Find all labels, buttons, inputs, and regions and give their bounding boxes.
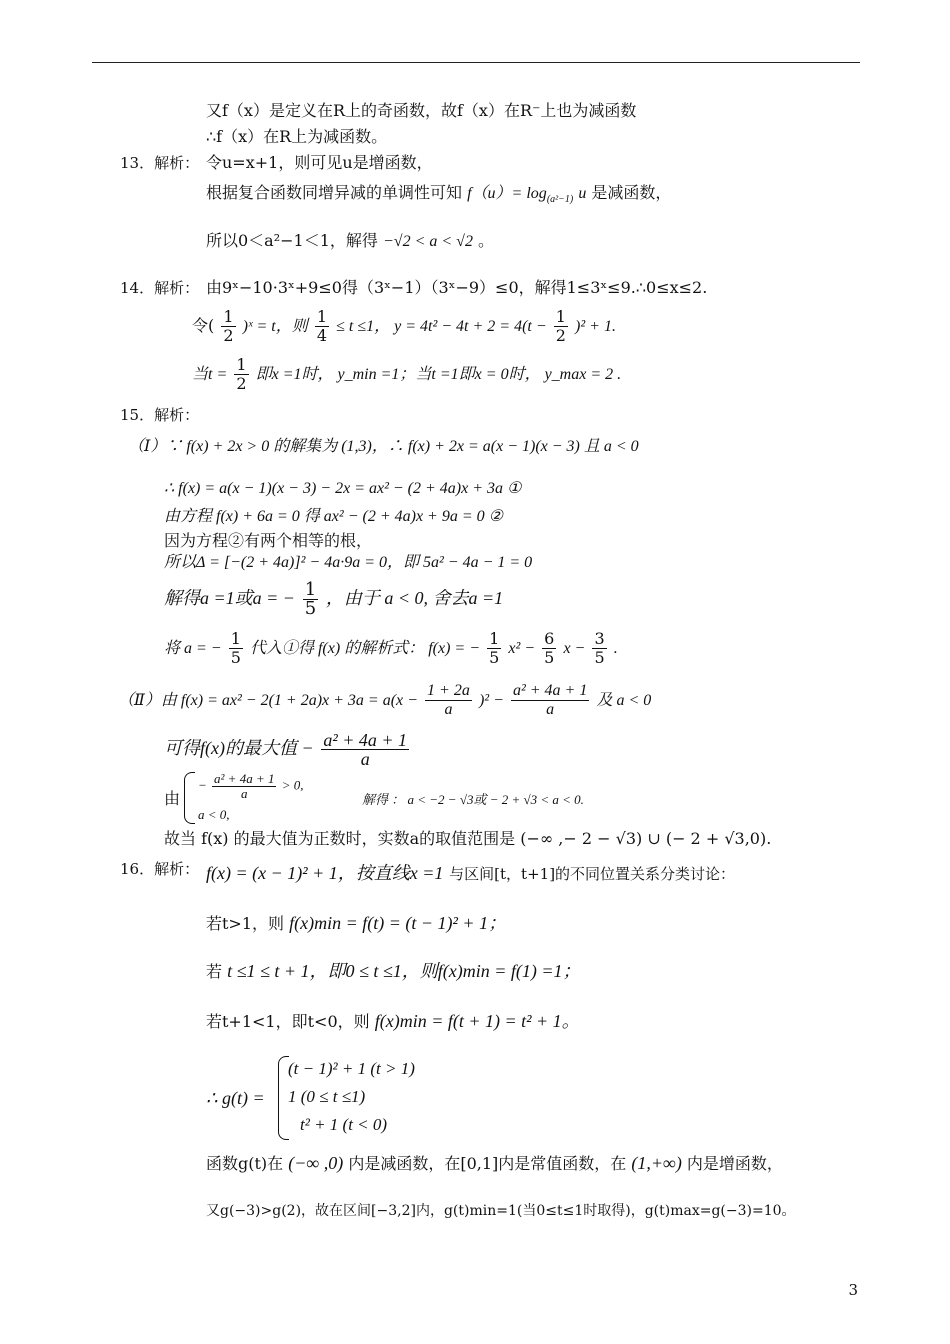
case-row: 1 (0 ≤ t ≤1) bbox=[288, 1087, 366, 1106]
math-expr: 可得f(x)的最大值 − bbox=[164, 738, 314, 758]
math-expr: 及 a < 0 bbox=[596, 692, 652, 709]
text-line: 由 bbox=[164, 789, 181, 808]
fraction bbox=[221, 308, 235, 345]
question-number: 15．解析： bbox=[120, 406, 200, 424]
math-expr: −√2 < a < √2 bbox=[383, 233, 473, 250]
text-line: ∴f（x）在R上为减函数。 bbox=[206, 127, 388, 146]
fraction bbox=[212, 772, 276, 801]
numerator: 1 bbox=[223, 307, 234, 326]
text-line bbox=[206, 182, 671, 211]
denominator: 2 bbox=[223, 326, 234, 345]
denominator: 2 bbox=[555, 326, 566, 345]
fraction bbox=[487, 630, 501, 667]
numerator: 1 + 2a bbox=[427, 682, 470, 699]
math-expr: 将 a = − bbox=[164, 640, 222, 657]
math-expr: 即x =1时， y_min =1；当t =1即x = 0时， y_max = 2 . bbox=[255, 366, 622, 383]
text-span: 若t>1，则 bbox=[206, 914, 285, 933]
text-line: 故当 f(x) 的最大值为正数时，实数a的取值范围是 (−∞ ,− 2 − √3) ∪ (− 2 + √3,0). bbox=[164, 829, 772, 848]
text-line bbox=[206, 960, 581, 983]
denominator: 5 bbox=[304, 597, 317, 619]
math-expr: )² + 1. bbox=[575, 318, 616, 335]
text-line bbox=[206, 862, 735, 885]
math-expr: t ≤1 ≤ t + 1，即0 ≤ t ≤1，则f(x)min = f(1) =1； bbox=[227, 961, 581, 981]
text-span: 是减函数， bbox=[591, 183, 672, 202]
case-system bbox=[278, 1056, 478, 1140]
numerator: 1 bbox=[489, 629, 500, 648]
numerator: 1 bbox=[316, 307, 327, 326]
text-line: 解得 ： a < −2 − √3或 − 2 + √3 < a < 0. bbox=[362, 792, 584, 807]
math-expr: 解得a =1或a = − bbox=[164, 588, 295, 608]
denominator: a bbox=[546, 701, 555, 718]
text-line: 令u=x+1，则可见u是增函数， bbox=[206, 153, 433, 172]
math-subscript: (a²−1) bbox=[546, 194, 574, 206]
fraction bbox=[554, 308, 568, 345]
text-span: 根据复合函数同增异减的单调性可知 bbox=[206, 183, 463, 202]
denominator: 5 bbox=[230, 648, 241, 667]
text-line: 因为方程②有两个相等的根， bbox=[164, 531, 373, 550]
text-line bbox=[118, 676, 651, 725]
text-span: 若 bbox=[206, 962, 223, 981]
header-rule bbox=[92, 62, 860, 63]
text-line bbox=[164, 724, 411, 773]
text-line bbox=[206, 912, 506, 935]
question-number: 14．解析： bbox=[120, 279, 200, 297]
text-span: 若t+1<1，即t<0，则 bbox=[206, 1012, 370, 1031]
fraction bbox=[592, 630, 606, 667]
math-expr: (−∞ ,0) bbox=[288, 1153, 344, 1173]
math-expr: . bbox=[613, 640, 618, 657]
text-line: 所以Δ = [−(2 + 4a)]² − 4a·9a = 0，即 5a² − 4a − 1 = 0 bbox=[164, 554, 533, 571]
numerator: 1 bbox=[230, 629, 241, 648]
denominator: 5 bbox=[594, 648, 605, 667]
case-row: a < 0, bbox=[198, 807, 230, 822]
denominator: 5 bbox=[544, 648, 555, 667]
text-span: 函数g(t)在 bbox=[206, 1154, 284, 1173]
math-expr: (1,+∞) bbox=[631, 1153, 682, 1173]
fraction bbox=[511, 682, 589, 719]
fraction bbox=[542, 630, 556, 667]
page-number: 3 bbox=[848, 1281, 858, 1299]
denominator: 2 bbox=[236, 374, 247, 393]
case-row: t² + 1 (t < 0) bbox=[300, 1115, 388, 1134]
fraction bbox=[234, 356, 248, 393]
fraction bbox=[303, 578, 318, 619]
text-line bbox=[206, 230, 494, 253]
text-span: 。 bbox=[478, 231, 495, 250]
math-expr: f(x)min = f(t + 1) = t² + 1。 bbox=[374, 1011, 580, 1031]
text-line: ∴ f(x) = a(x − 1)(x − 3) − 2x = ax² − (2 + 4a)x + 3a ① bbox=[164, 480, 522, 497]
math-expr: 当t = bbox=[192, 366, 228, 383]
denominator: 5 bbox=[489, 648, 500, 667]
denominator: a bbox=[444, 701, 453, 718]
math-expr: x² − bbox=[508, 640, 536, 657]
denominator: a bbox=[360, 748, 370, 769]
text-line bbox=[164, 624, 618, 673]
math-var: u bbox=[578, 185, 587, 202]
text-line bbox=[164, 574, 503, 623]
case-row bbox=[198, 772, 304, 801]
text-span: 令( bbox=[192, 316, 215, 335]
numerator: 1 bbox=[236, 355, 247, 374]
text-line bbox=[206, 1152, 783, 1175]
text-line: 由方程 f(x) + 6a = 0 得 ax² − (2 + 4a)x + 9a = 0 ② bbox=[164, 508, 503, 525]
math-expr: f（u）= log bbox=[467, 185, 547, 202]
text-line bbox=[192, 302, 616, 351]
text-line: （Ⅰ）∵ f(x) + 2x > 0 的解集为 (1,3)，∴ f(x) + 2x = a(x − 1)(x − 3) 且 a < 0 bbox=[128, 438, 639, 455]
math-expr: f(x) = (x − 1)² + 1，按直线x =1 bbox=[206, 863, 444, 883]
math-expr: ，由于 a < 0, 舍去a =1 bbox=[325, 588, 504, 608]
text-line: 由9ˣ−10·3ˣ+9≤0得（3ˣ−1）（3ˣ−9）≤0，解得1≤3ˣ≤9.∴0≤x≤2. bbox=[206, 278, 708, 297]
text-span: 内是减函数，在[0,1]内是常值函数，在 bbox=[348, 1154, 627, 1173]
numerator: a² + 4a + 1 bbox=[214, 771, 275, 786]
math-expr: 代入①得 f(x) 的解析式： f(x) = − bbox=[249, 640, 480, 657]
math-expr: f(x)min = f(t) = (t − 1)² + 1； bbox=[289, 913, 507, 933]
left-brace bbox=[184, 772, 195, 824]
question-number: 13．解析： bbox=[120, 154, 200, 172]
text-line: 又f（x）是定义在R上的奇函数，故f（x）在R⁻上也为减函数 bbox=[206, 101, 637, 120]
fraction bbox=[425, 682, 472, 719]
numerator: 6 bbox=[544, 629, 555, 648]
text-span: 与区间[t，t+1]的不同位置关系分类讨论： bbox=[449, 865, 736, 883]
text-line: ∴ g(t) = bbox=[206, 1088, 265, 1108]
fraction bbox=[315, 308, 329, 345]
math-expr: )ˣ = t，则 bbox=[242, 318, 308, 335]
case-row: (t − 1)² + 1 (t > 1) bbox=[288, 1059, 415, 1078]
numerator: 1 bbox=[555, 307, 566, 326]
math-expr: （Ⅱ）由 f(x) = ax² − 2(1 + 2a)x + 3a = a(x − bbox=[118, 692, 418, 709]
denominator: 4 bbox=[316, 326, 327, 345]
math-expr: )² − bbox=[478, 692, 504, 709]
question-number: 16．解析： bbox=[120, 860, 200, 878]
numerator: a² + 4a + 1 bbox=[323, 729, 408, 750]
denominator: a bbox=[241, 786, 248, 801]
text-line bbox=[206, 1010, 580, 1033]
numerator: 3 bbox=[594, 629, 605, 648]
text-span: 所以0＜a²−1＜1，解得 bbox=[206, 231, 378, 250]
math-expr: − bbox=[198, 777, 207, 793]
numerator: a² + 4a + 1 bbox=[512, 682, 588, 699]
text-span: 内是增函数， bbox=[686, 1154, 783, 1173]
text-line: 又g(−3)>g(2)，故在区间[−3,2]内，g(t)min=1(当0≤t≤1时取得)，g(t)max=g(−3)=10。 bbox=[206, 1203, 796, 1219]
math-expr: > 0, bbox=[281, 777, 304, 793]
text-line bbox=[192, 350, 621, 399]
fraction bbox=[229, 630, 243, 667]
fraction bbox=[321, 731, 409, 768]
case-system bbox=[184, 772, 354, 824]
math-expr: x − bbox=[563, 640, 586, 657]
numerator: 1 bbox=[304, 578, 317, 600]
math-expr: ≤ t ≤1， y = 4t² − 4t + 2 = 4(t − bbox=[336, 318, 547, 335]
